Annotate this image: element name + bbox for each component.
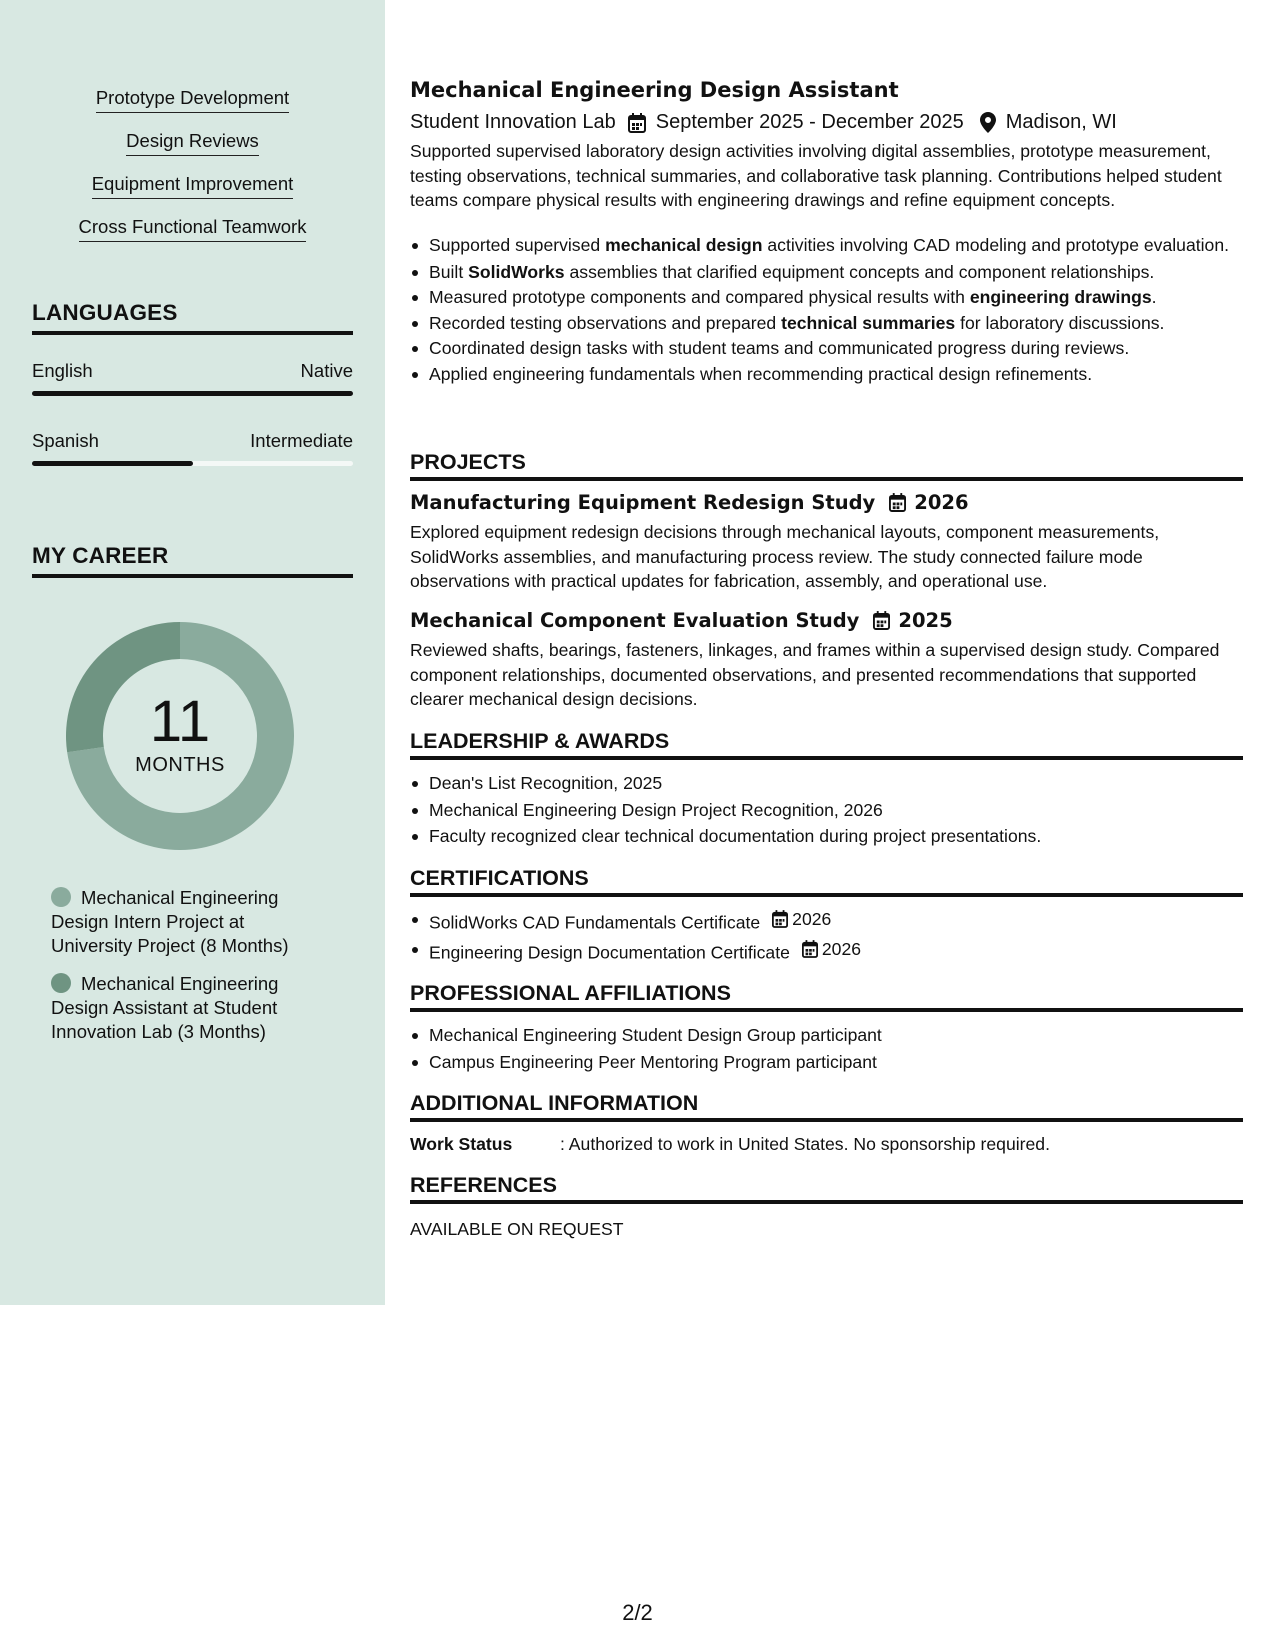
- certification-name: SolidWorks CAD Fundamentals Certificate: [429, 912, 761, 933]
- career-legend-item: [51, 886, 311, 958]
- career-heading: MY CAREER: [32, 543, 353, 578]
- projects-heading: PROJECTS: [410, 450, 1243, 481]
- job-location: Madison, WI: [1005, 111, 1117, 133]
- project-name: Mechanical Component Evaluation Study: [410, 609, 860, 632]
- award-item: Faculty recognized clear technical documentation during project presentations.: [410, 824, 1243, 849]
- awards-list: [410, 771, 1243, 849]
- job-bullet: Built SolidWorks assemblies that clarified equipment concepts and component relationships.: [410, 260, 1243, 285]
- career-legend-label: Mechanical Engineering Design Assistant at Student Innovation Lab (3 Months): [51, 973, 279, 1042]
- references-heading: REFERENCES: [410, 1173, 1243, 1204]
- additional-info-heading: ADDITIONAL INFORMATION: [410, 1091, 1243, 1122]
- calendar-icon: [628, 113, 646, 133]
- job-summary: Supported supervised laboratory design activities involving digital assemblies, prototype measurement, testing observations, technical summaries, and collaborative task planning. Contributions helped student teams compare physical results with engineering drawings and refine equipment concepts.: [410, 141, 1222, 210]
- language-level: Intermediate: [250, 430, 353, 451]
- project-description: Reviewed shafts, bearings, fasteners, linkages, and frames within a supervised design study. Compared component relationships, documented observations, and presented recommendations that supported clearer mechanical design decisions.: [410, 640, 1220, 709]
- project-year: 2026: [914, 491, 969, 514]
- work-status-value: : Authorized to work in United States. No sponsorship required.: [560, 1134, 1050, 1154]
- references-text: AVAILABLE ON REQUEST: [410, 1219, 624, 1239]
- job-dates: September 2025 - December 2025: [655, 111, 964, 133]
- certification-year: 2026: [792, 909, 832, 929]
- calendar-icon: [873, 611, 890, 630]
- career-legend-item: [51, 972, 311, 1044]
- certification-name: Engineering Design Documentation Certificate: [429, 942, 790, 962]
- job-bullets: [410, 233, 1243, 386]
- job-bullet: Recorded testing observations and prepared technical summaries for laboratory discussions.: [410, 311, 1243, 336]
- job-bullet: Supported supervised mechanical design activities involving CAD modeling and prototype evaluation.: [410, 233, 1243, 258]
- language-name: Spanish: [32, 430, 99, 451]
- language-proficiency-fill: [32, 461, 193, 466]
- map-pin-icon: [980, 112, 996, 133]
- award-item: Dean's List Recognition, 2025: [410, 771, 1243, 796]
- language-row: [32, 360, 353, 382]
- certifications-heading: CERTIFICATIONS: [410, 866, 1243, 897]
- skills-list: [0, 86, 385, 258]
- language-proficiency-bar: [32, 391, 353, 396]
- project-name: Manufacturing Equipment Redesign Study: [410, 491, 876, 514]
- project-title: [410, 609, 953, 632]
- language-proficiency-bar: [32, 461, 353, 466]
- job-bullet: Coordinated design tasks with student teams and communicated progress during reviews.: [410, 336, 1243, 361]
- language-row: [32, 430, 353, 452]
- award-item: Mechanical Engineering Design Project Recognition, 2026: [410, 798, 1243, 823]
- job-title: Mechanical Engineering Design Assistant: [410, 78, 899, 102]
- awards-heading: LEADERSHIP & AWARDS: [410, 729, 1243, 760]
- job-meta: [410, 111, 1117, 134]
- career-total-unit: MONTHS: [135, 753, 225, 776]
- page-number: 2/2: [622, 1600, 653, 1625]
- project-year: 2025: [898, 609, 953, 632]
- calendar-icon: [889, 493, 906, 512]
- certification-item: [410, 907, 1243, 935]
- calendar-icon: [802, 940, 818, 958]
- career-total-number: 11: [149, 688, 211, 754]
- certifications-list: [410, 907, 1243, 965]
- skill-tag: Prototype Development: [96, 86, 289, 113]
- language-proficiency-fill: [32, 391, 353, 396]
- skill-tag: Cross Functional Teamwork: [79, 215, 307, 242]
- affiliations-heading: PROFESSIONAL AFFILIATIONS: [410, 981, 1243, 1012]
- sidebar: [0, 0, 385, 1305]
- certification-item: [410, 937, 1243, 965]
- project-title: [410, 491, 969, 514]
- job-bullet: Measured prototype components and compared physical results with engineering drawings.: [410, 285, 1243, 310]
- legend-dot: [51, 887, 71, 907]
- job-bullet: Applied engineering fundamentals when recommending practical design refinements.: [410, 362, 1243, 387]
- legend-dot: [51, 973, 71, 993]
- career-total: [66, 622, 294, 850]
- affiliation-item: Mechanical Engineering Student Design Group participant: [410, 1023, 1243, 1048]
- language-name: English: [32, 360, 93, 381]
- career-donut-chart: [66, 622, 294, 850]
- certification-year: 2026: [821, 938, 862, 959]
- work-status-label: Work Status: [410, 1134, 513, 1154]
- project-description: Explored equipment redesign decisions through mechanical layouts, component measurements, SolidWorks assemblies, and manufacturing process review. The study connected failure mode observations with practical updates for fabrication, assembly, and operational use.: [410, 522, 1160, 591]
- language-level: Native: [300, 360, 353, 381]
- work-status-row: [410, 1134, 1243, 1155]
- skill-tag: Design Reviews: [126, 129, 259, 156]
- company-name: Student Innovation Lab: [410, 111, 616, 133]
- calendar-icon: [772, 910, 788, 928]
- languages-heading: LANGUAGES: [32, 300, 353, 335]
- affiliation-item: Campus Engineering Peer Mentoring Program participant: [410, 1050, 1243, 1075]
- skill-tag: Equipment Improvement: [92, 172, 294, 199]
- affiliations-list: [410, 1023, 1243, 1074]
- career-legend-label: Mechanical Engineering Design Intern Project at University Project (8 Months): [51, 887, 289, 956]
